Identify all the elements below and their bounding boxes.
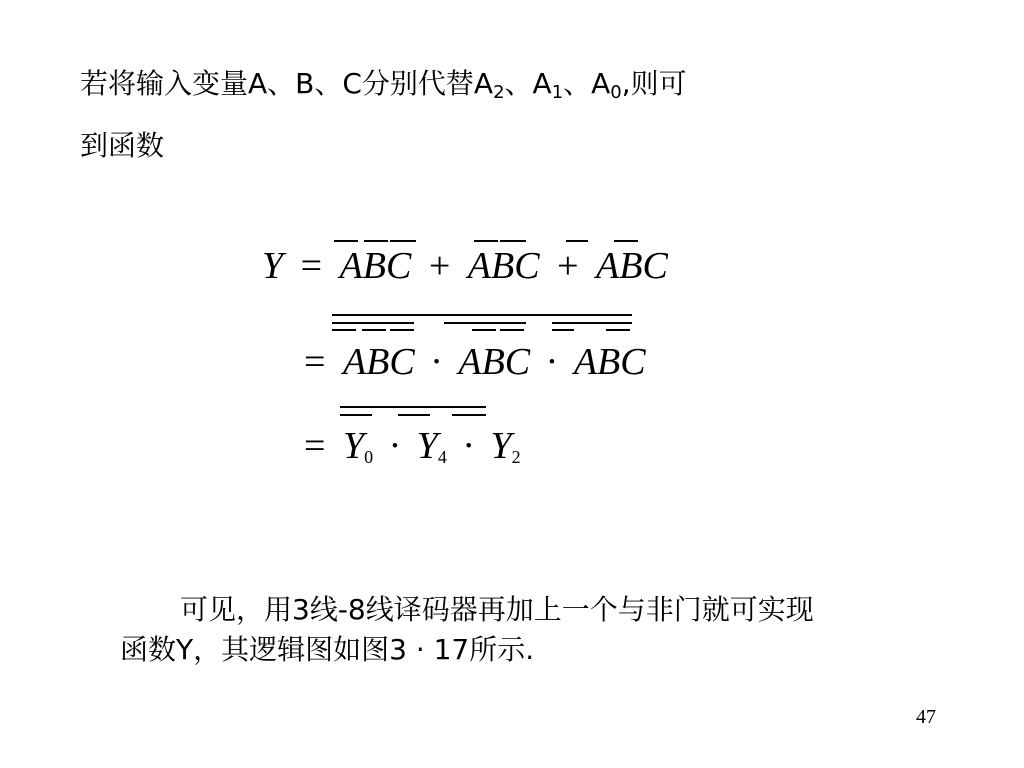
eq-y-symbol: Y xyxy=(262,245,284,287)
intro-sep-a: 、A xyxy=(504,67,552,100)
eq3-y4-base: Y xyxy=(416,425,438,467)
overbar-l2-term1 xyxy=(332,322,414,324)
intro-line-2 xyxy=(80,128,164,164)
intro-sub-a2: 2 xyxy=(493,82,505,103)
intro-sub-a0: 0 xyxy=(610,82,622,103)
overbar-l2-c3 xyxy=(606,329,630,331)
conclusion-line-1-text: 可见，用3线-8线译码器再加上一个与非门就可实现 xyxy=(180,593,814,626)
intro-sub-a1: 1 xyxy=(551,82,564,103)
eq2-term-2: ABC xyxy=(458,341,531,383)
eq2-term-3: ABC xyxy=(573,341,646,383)
eq2-dot-2: · xyxy=(545,341,559,383)
overbar-l2-a1 xyxy=(332,329,356,331)
eq3-y4-sub: 4 xyxy=(437,447,447,467)
eq3-dot-1: · xyxy=(388,425,402,467)
eq3-y2-base: Y xyxy=(490,425,512,467)
intro-line-1-end: ,则可 xyxy=(621,67,687,100)
overbar-l1-b2 xyxy=(474,240,498,242)
page-number: 47 xyxy=(916,706,936,728)
overbar-l2-term3 xyxy=(552,322,632,324)
overbar-l3-y2 xyxy=(452,414,486,416)
eq-plus-2: + xyxy=(557,245,579,287)
eq-equals-1: = xyxy=(300,245,323,287)
equation-line-1 xyxy=(262,244,668,288)
overbar-l3-y4 xyxy=(398,414,430,416)
eq3-y2-sub: 2 xyxy=(511,447,521,467)
overbar-l3-long xyxy=(340,406,486,408)
overbar-l1-c1 xyxy=(390,240,416,242)
overbar-l1-c3 xyxy=(614,240,638,242)
eq3-y0-base: Y xyxy=(342,425,365,467)
intro-sep-b: 、A xyxy=(563,67,611,100)
intro-line-1-text: 若将输入变量A、B、C分别代替A xyxy=(80,67,494,100)
conclusion-line-1 xyxy=(180,592,814,628)
conclusion-line-2-text: 函数Y，其逻辑图如图3 · 17所示. xyxy=(120,633,535,666)
overbar-l1-a1 xyxy=(334,240,358,242)
overbar-l2-c1 xyxy=(390,329,414,331)
overbar-l1-a3 xyxy=(566,240,588,242)
overbar-l2-c2 xyxy=(500,329,524,331)
overbar-l2-term2 xyxy=(444,322,526,324)
equation-line-2 xyxy=(296,340,646,384)
intro-line-2-text: 到函数 xyxy=(80,129,165,162)
overbar-l2-b1 xyxy=(362,329,386,331)
eq-equals-3: = xyxy=(304,425,326,467)
eq-term-3: ABC xyxy=(596,245,668,287)
overbar-l2-b2 xyxy=(472,329,496,331)
intro-line-1 xyxy=(80,66,687,102)
overbar-l2-long xyxy=(332,314,632,316)
eq3-dot-2: · xyxy=(462,425,476,467)
eq-term-1: ABC xyxy=(339,245,412,287)
equation-line-3 xyxy=(296,424,521,468)
overbar-l1-b1 xyxy=(364,240,388,242)
eq-term-2: ABC xyxy=(467,245,540,287)
overbar-l2-a3 xyxy=(552,329,574,331)
eq2-term-1: ABC xyxy=(342,341,415,383)
conclusion-line-2 xyxy=(120,632,534,668)
overbar-l3-y0 xyxy=(340,414,372,416)
eq3-y0-sub: 0 xyxy=(364,447,374,467)
eq2-dot-1: · xyxy=(430,341,443,383)
eq-equals-2: = xyxy=(304,341,326,383)
eq-plus-1: + xyxy=(428,245,451,287)
overbar-l1-c2 xyxy=(500,240,526,242)
